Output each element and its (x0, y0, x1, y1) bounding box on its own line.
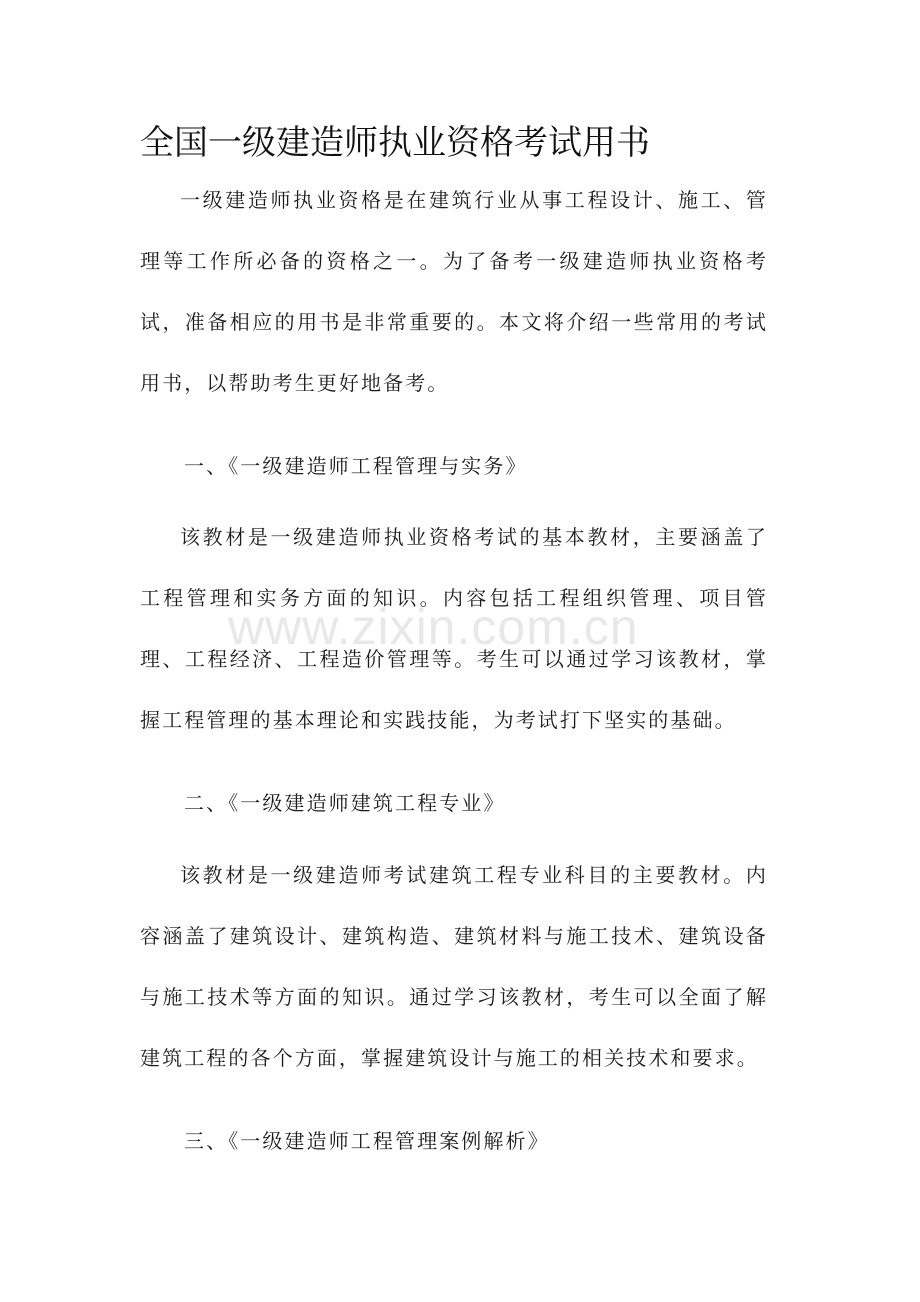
document-title: 全国一级建造师执业资格考试用书 (140, 123, 650, 163)
intro-paragraph: 一级建造师执业资格是在建筑行业从事工程设计、施工、管理等工作所必备的资格之一。为了备考一级建造师执业资格考试，准备相应的用书是非常重要的。本文将介绍一些常用的考试用书，以帮助考生更好地备考。 (140, 188, 768, 395)
section-heading-3: 三、《一级建造师工程管理案例解析》 (184, 1129, 550, 1153)
section-heading-1: 一、《一级建造师工程管理与实务》 (184, 454, 528, 478)
section-heading-2: 二、《一级建造师建筑工程专业》 (184, 791, 506, 815)
section-body-2: 该教材是一级建造师考试建筑工程专业科目的主要教材。内容涵盖了建筑设计、建筑构造、建筑材料与施工技术、建筑设备与施工技术等方面的知识。通过学习该教材，考生可以全面了解建筑工程的各个方面，掌握建筑设计与施工的相关技术和要求。 (140, 863, 768, 1070)
section-body-1: 该教材是一级建造师执业资格考试的基本教材，主要涵盖了工程管理和实务方面的知识。内容包括工程组织管理、项目管理、工程经济、工程造价管理等。考生可以通过学习该教材，掌握工程管理的基本理论和实践技能，为考试打下坚实的基础。 (140, 525, 768, 732)
watermark-text: www.zixin.com.cn (228, 599, 639, 655)
